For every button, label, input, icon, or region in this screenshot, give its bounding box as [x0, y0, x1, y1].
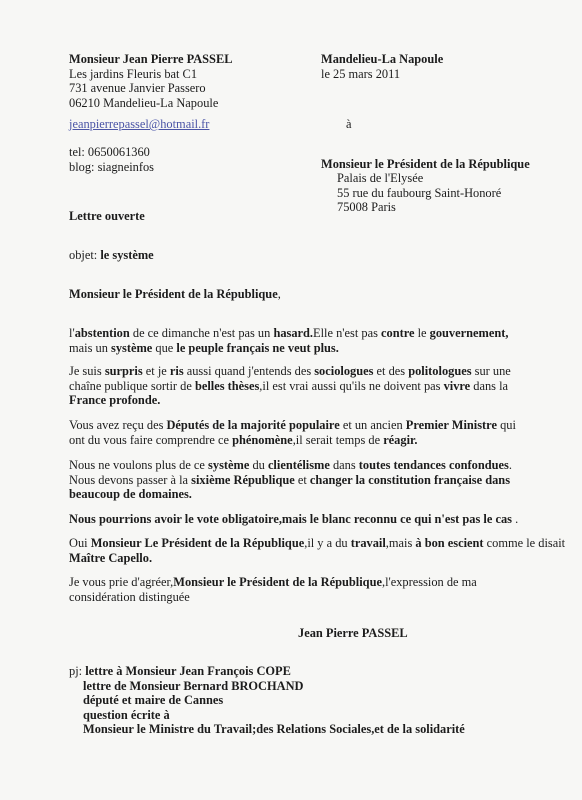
sender-contact	[69, 145, 154, 174]
attachment-1: lettre à Monsieur Jean François COPE	[85, 664, 291, 678]
paragraph-3: Vous avez reçu des Députés de la majorité populaire et un ancien Premier Ministre qui ont du vous faire comprendre ce phénomène,il serait temps de réagir.	[69, 418, 516, 447]
attachments	[69, 664, 465, 737]
paragraph-5: Nous pourrions avoir le vote obligatoire,mais le blanc reconnu ce qui n'est pas le cas .	[69, 512, 519, 526]
salutation: Monsieur le Président de la République,	[69, 287, 281, 301]
subject-value: le système	[100, 248, 154, 262]
sender-address-1: Les jardins Fleuris bat C1	[69, 66, 198, 81]
sender-email-link[interactable]: jeanpierrepassel@hotmail.fr	[69, 117, 210, 131]
sender-blog: blog: siagneinfos	[69, 159, 155, 174]
paragraph-2: Je suis surpris et je ris aussi quand j'entends des sociologues et des politologues sur une chaîne publique sortir de belles thèses,il est vrai aussi qu'ils ne doivent pas vivre dans la France profonde.	[69, 364, 511, 408]
sender-tel: tel: 0650061360	[69, 145, 150, 159]
subject-prefix: objet:	[69, 248, 101, 262]
sender-address-2: 731 avenue Janvier Passero	[69, 81, 206, 96]
paragraph-6: Oui Monsieur Le Président de la République,il y a du travail,mais à bon escient comme le disait Maître Capello.	[69, 536, 566, 565]
recipient-line-2: 55 rue du faubourg Saint-Honoré	[337, 185, 502, 200]
recipient-line-1: Palais de l'Elysée	[337, 171, 424, 185]
paragraph-1: l'abstention de ce dimanche n'est pas un hasard.Elle n'est pas contre le gouvernement, mais un système que le peuple français ne veut plus.	[69, 326, 509, 355]
letter-date: le 25 mars 2011	[321, 66, 401, 81]
recipient-address	[337, 171, 501, 215]
sender-block	[69, 52, 232, 110]
attachment-2: lettre de Monsieur Bernard BROCHAND	[83, 678, 304, 693]
attachment-4: question écrite à	[83, 707, 170, 722]
paragraph-7: Je vous prie d'agréer,Monsieur le Président de la République,l'expression de ma considération distinguée	[69, 575, 477, 604]
attachment-5: Monsieur le Ministre du Travail;des Relations Sociales,et de la solidarité	[83, 722, 465, 737]
sender-name: Monsieur Jean Pierre PASSEL	[69, 52, 233, 66]
attachments-prefix: pj:	[69, 664, 86, 678]
recipient-name: Monsieur le Président de la République	[321, 157, 530, 171]
signature: Jean Pierre PASSEL	[298, 626, 408, 640]
paragraph-4: Nous ne voulons plus de ce système du clientélisme dans toutes tendances confondues. Nous devons passer à la sixième République et changer la constitution française dans beaucoup de domaines.	[69, 458, 512, 502]
subject-line	[69, 248, 154, 263]
recipient-line-3: 75008 Paris	[337, 200, 396, 215]
place-date	[321, 52, 443, 81]
salutation-name: Monsieur le Président de la République	[69, 287, 278, 301]
attachment-3: député et maire de Cannes	[83, 693, 224, 708]
place-city: Mandelieu-La Napoule	[321, 52, 444, 66]
sender-address-3: 06210 Mandelieu-La Napoule	[69, 95, 219, 110]
doc-type: Lettre ouverte	[69, 209, 145, 223]
to-word: à	[346, 117, 352, 131]
